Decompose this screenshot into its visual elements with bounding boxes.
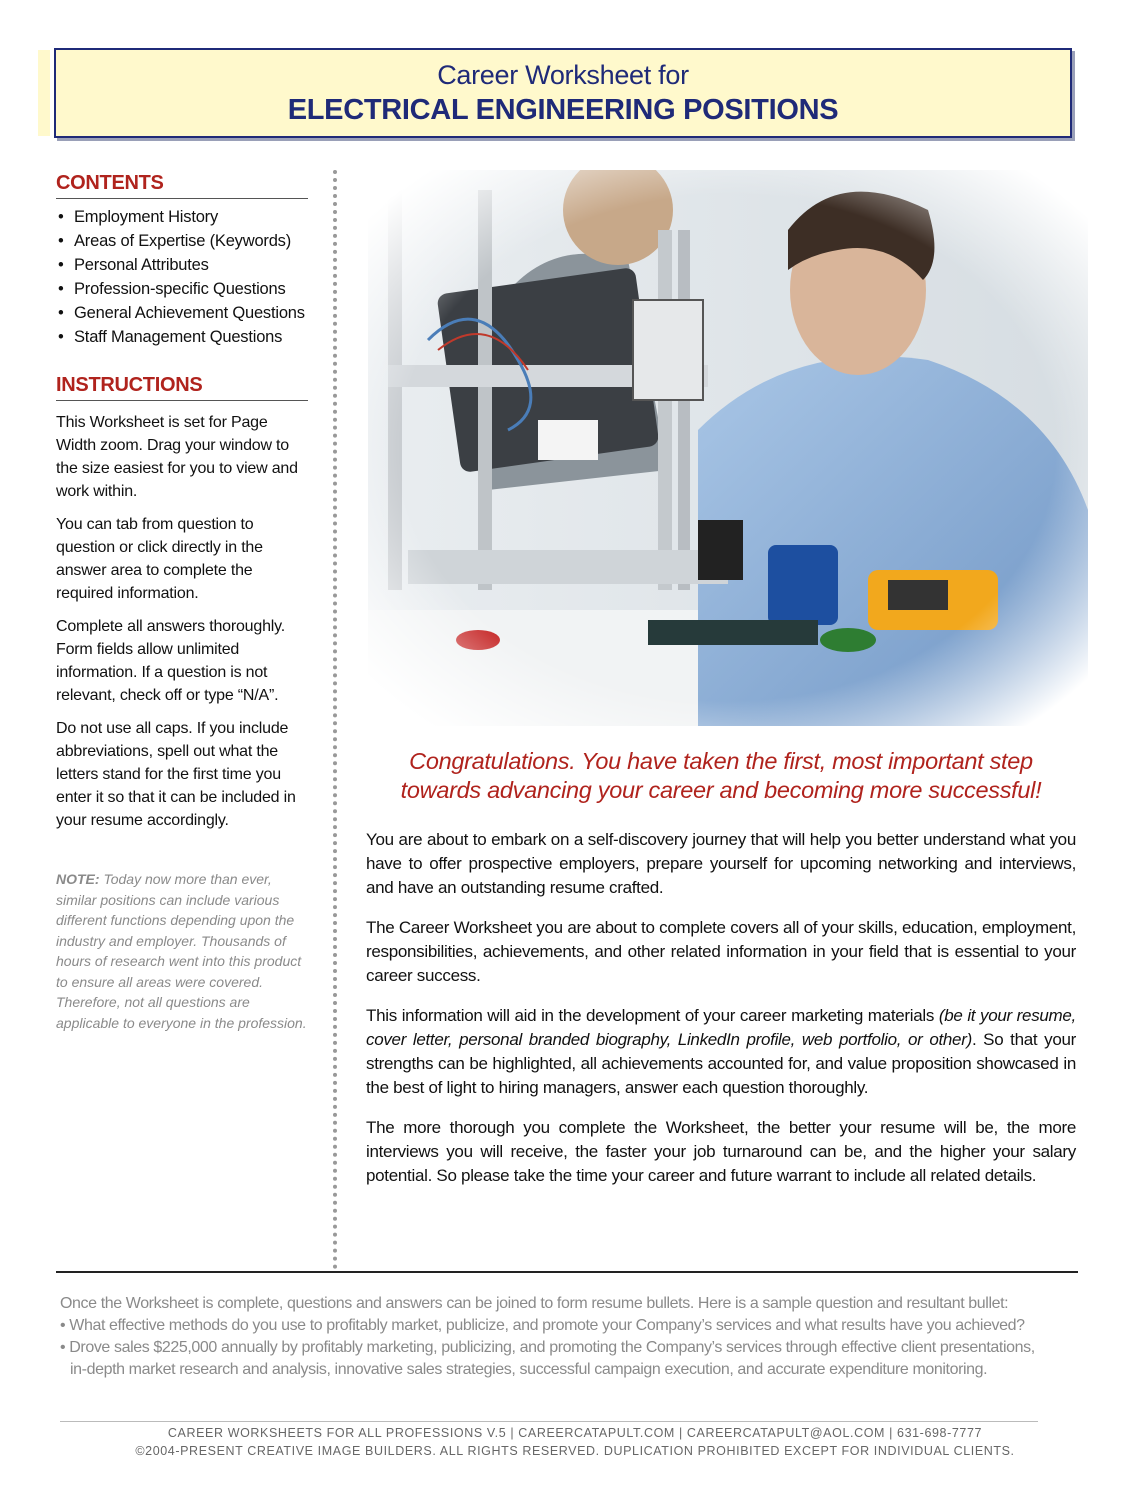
- footer-divider: [60, 1421, 1038, 1422]
- footer-line2: ©2004-PRESENT CREATIVE IMAGE BUILDERS. ALL RIGHTS RESERVED. DUPLICATION PROHIBITED EXCEPT FOR INDIVIDUAL CLIENTS.: [135, 1444, 1015, 1458]
- contents-list: [56, 205, 308, 349]
- intro-paragraph-4: The more thorough you complete the Worksheet, the better your resume will be, the more interviews you will receive, the faster your job turnaround can be, and the higher your salary potential. So please take the time your career and future warrant to include all related details.: [366, 1118, 1076, 1185]
- paragraph-3-end: . So that your strengths can be highlighted, all achievements accounted for, and value proposition showcased in the best of light to hiring managers, answer each question thoroughly.: [366, 1030, 1076, 1097]
- banner-accent: [38, 50, 50, 136]
- sample-intro: Once the Worksheet is complete, questions and answers can be joined to form resume bullets. Here is a sample question and resultant bullet:: [60, 1295, 1009, 1312]
- note-text: Today now more than ever, similar positions can include various different functions depending upon the industry and employer. Thousands of hours of research went into this product to ensure all areas were covered. Therefore, not all questions are applicable to everyone in the profession.: [56, 871, 307, 1031]
- paragraph-3-start: This information will aid in the development of your career marketing materials: [366, 1006, 939, 1025]
- header-title-line2: ELECTRICAL ENGINEERING POSITIONS: [287, 94, 839, 126]
- contents-item-employment-history[interactable]: • Employment History: [56, 205, 308, 229]
- contents-heading: CONTENTS: [56, 172, 308, 199]
- sample-bullet-line2: in-depth market research and analysis, innovative sales strategies, successful campaign execution, and accurate expenditure monitoring.: [70, 1361, 988, 1378]
- instructions: [56, 411, 308, 832]
- congratulations-message: Congratulations. You have taken the first, most important step towards advancing your career and becoming more successful!: [400, 748, 1042, 803]
- footer-line1: CAREER WORKSHEETS FOR ALL PROFESSIONS V.5 | CAREERCATAPULT.COM | CAREERCATAPULT@AOL.COM | 631-698-7777: [167, 1426, 983, 1440]
- sample-question: • What effective methods do you use to profitably market, publicize, and promote your Company’s services and what results have you achieved?: [60, 1317, 1025, 1334]
- contents-item-management-questions[interactable]: • Staff Management Questions: [56, 325, 308, 349]
- sample-bullet-section: [60, 1293, 1090, 1381]
- intro-paragraph-1: You are about to embark on a self-discovery journey that will help you better understand what you have to offer prospective employers, prepare yourself for upcoming networking and interviews, and have an outstanding resume crafted.: [366, 830, 1076, 897]
- contents-item-profession-questions[interactable]: • Profession-specific Questions: [56, 277, 308, 301]
- paragraph-3-italic: (be it your resume, cover letter, personal branded biography, LinkedIn profile, web portfolio, or other): [366, 1006, 1076, 1049]
- instructions-heading: INSTRUCTIONS: [56, 374, 308, 401]
- vertical-dotted-divider: [333, 170, 337, 1270]
- instruction-paragraph: You can tab from question to question or click directly in the answer area to complete the required information.: [56, 516, 263, 602]
- instruction-paragraph: Do not use all caps. If you include abbreviations, spell out what the letters stand for the first time you enter it so that it can be included in your resume accordingly.: [56, 720, 296, 829]
- contents-item-achievement-questions[interactable]: • General Achievement Questions: [56, 301, 308, 325]
- intro-body: [366, 828, 1076, 1204]
- note-label: NOTE:: [56, 871, 100, 887]
- instruction-paragraph: This Worksheet is set for Page Width zoom. Drag your window to the size easiest for you to view and work within.: [56, 414, 298, 500]
- sample-bullet-line1: • Drove sales $225,000 annually by profitably marketing, publicizing, and promoting the Company’s services through effective client presentations,: [60, 1339, 1035, 1356]
- instruction-paragraph: Complete all answers thoroughly. Form fields allow unlimited information. If a question is not relevant, check off or type “N/A”.: [56, 618, 285, 704]
- section-divider: [56, 1271, 1078, 1273]
- note: [56, 869, 308, 1033]
- header-banner: [54, 48, 1072, 138]
- sidebar: [56, 172, 308, 1033]
- footer: [60, 1424, 1090, 1460]
- contents-item-areas-of-expertise[interactable]: • Areas of Expertise (Keywords): [56, 229, 308, 253]
- header-title-line1: Career Worksheet for: [437, 60, 689, 90]
- contents-item-personal-attributes[interactable]: • Personal Attributes: [56, 253, 308, 277]
- intro-paragraph-3: [366, 1004, 1076, 1100]
- engineer-3d-printer-photo: [368, 170, 1088, 726]
- intro-paragraph-2: The Career Worksheet you are about to complete covers all of your skills, education, employment, responsibilities, achievements, and other related information in your field that is essential to your career success.: [366, 918, 1076, 985]
